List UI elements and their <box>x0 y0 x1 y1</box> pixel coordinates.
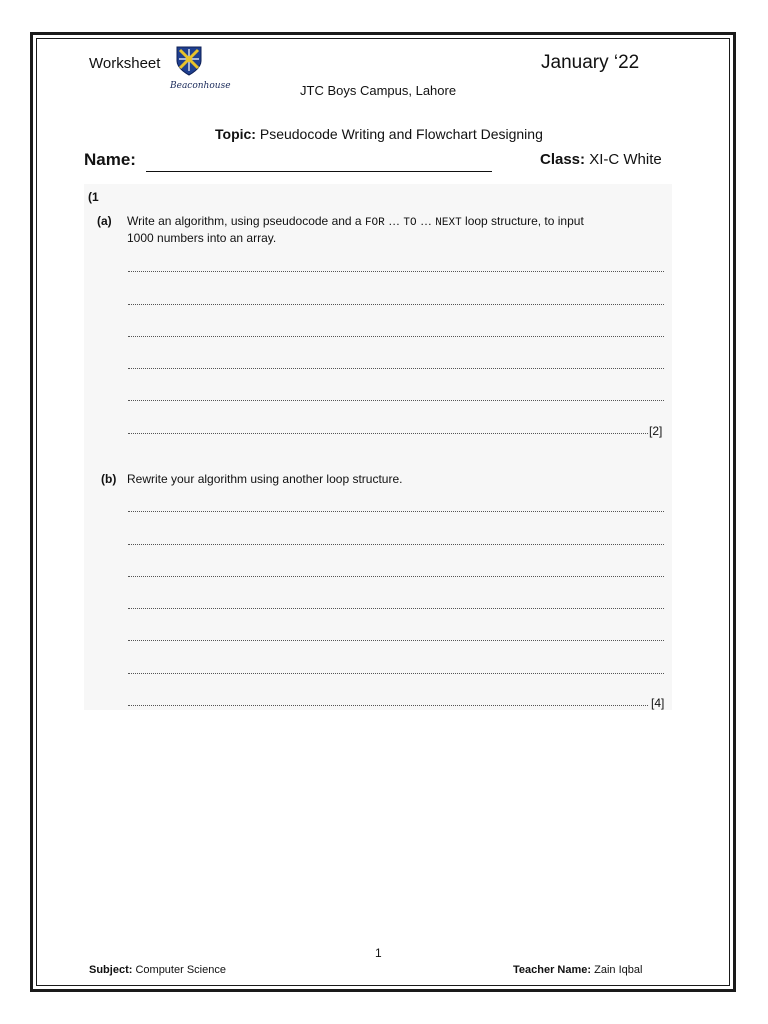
subject-line <box>89 964 226 976</box>
teacher-value: Zain Iqbal <box>594 964 643 976</box>
answer-line[interactable] <box>128 576 664 577</box>
page-number: 1 <box>375 946 382 960</box>
subject-label: Subject: <box>89 964 133 976</box>
subject-value: Computer Science <box>135 964 226 976</box>
answer-line[interactable] <box>128 705 648 706</box>
ellipsis-1: … <box>384 214 404 228</box>
answer-line[interactable] <box>128 336 664 337</box>
class-line <box>540 151 662 168</box>
answer-line[interactable] <box>128 368 664 369</box>
answer-line[interactable] <box>128 433 648 434</box>
crest-caption: Beaconhouse <box>170 81 231 91</box>
part-a-marks: [2] <box>649 424 663 438</box>
part-b-question: Rewrite your algorithm using another loop structure. <box>127 472 403 486</box>
campus-name: JTC Boys Campus, Lahore <box>300 83 457 98</box>
keyword-for: FOR <box>364 217 385 229</box>
class-label: Class: <box>540 151 586 168</box>
name-label: Name: <box>84 150 136 169</box>
school-crest-logo <box>176 46 202 76</box>
teacher-label: Teacher Name: <box>513 964 592 976</box>
topic-label: Topic: <box>215 126 256 142</box>
topic-value: Pseudocode Writing and Flowchart Designing <box>259 126 543 142</box>
answer-line[interactable] <box>128 271 664 272</box>
part-a-text-3: 1000 numbers into an array. <box>127 231 277 245</box>
part-b-label: (b) <box>101 472 117 486</box>
name-answer-line[interactable] <box>146 171 492 172</box>
part-a-text-1: Write an algorithm, using pseudocode and a <box>127 214 365 228</box>
part-b-marks: [4] <box>651 696 665 710</box>
answer-line[interactable] <box>128 608 664 609</box>
answer-line[interactable] <box>128 673 664 674</box>
keyword-to: TO <box>403 217 417 229</box>
question-panel <box>84 184 672 710</box>
answer-line[interactable] <box>128 640 664 641</box>
answer-line[interactable] <box>128 511 664 512</box>
worksheet-date: January ‘22 <box>541 52 640 73</box>
topic-line <box>215 126 543 142</box>
teacher-line <box>513 964 642 976</box>
ellipsis-2: … <box>416 214 436 228</box>
keyword-next: NEXT <box>435 217 462 229</box>
answer-line[interactable] <box>128 544 664 545</box>
class-value: XI-C White <box>589 151 662 168</box>
question-number: (1 <box>88 190 99 204</box>
part-a-text-2: loop structure, to input <box>461 214 584 228</box>
part-a-question <box>127 214 667 246</box>
answer-line[interactable] <box>128 304 664 305</box>
part-a-label: (a) <box>97 214 112 228</box>
answer-line[interactable] <box>128 400 664 401</box>
worksheet-label: Worksheet <box>89 55 161 72</box>
